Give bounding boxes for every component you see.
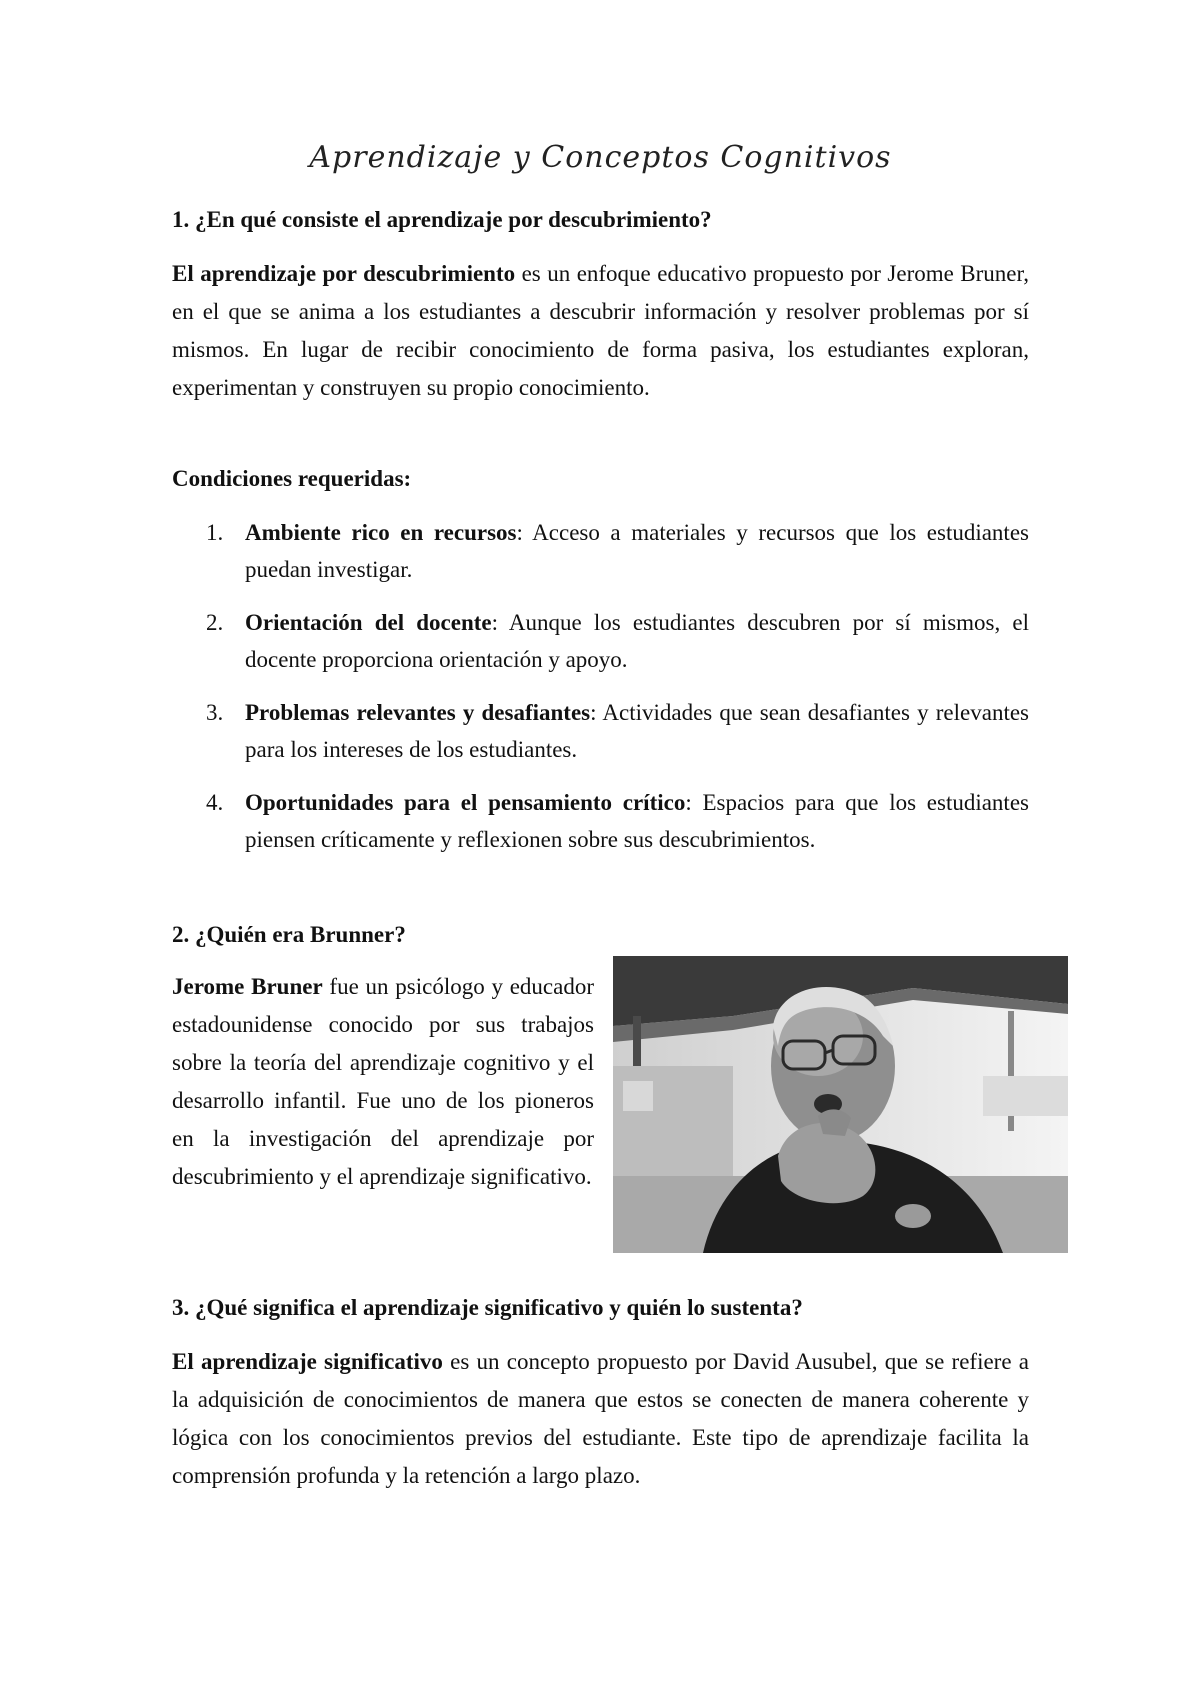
condition-text: : Acceso a materiales y recursos que los estudiantes puedan investigar. [245, 520, 1029, 582]
condition-item [206, 604, 1029, 678]
question-3-answer-text: es un concepto propuesto por David Ausubel, que se refiere a la adquisición de conocimientos de manera que estos se conecten de manera coherente y lógica con los conocimientos previos del estudiante. Este tipo de aprendizaje facilita la comprensión profunda y la retención a largo plazo. [172, 1349, 1029, 1488]
question-3-answer [172, 1343, 1029, 1495]
document-title: Aprendizaje y Conceptos Cognitivos [309, 140, 892, 175]
condition-number: 3. [206, 700, 224, 725]
condition-number: 4. [206, 790, 224, 815]
conditions-list [206, 514, 1029, 874]
condition-item [206, 694, 1029, 768]
bruner-portrait-photo [613, 956, 1068, 1253]
question-3-heading: 3. ¿Qué significa el aprendizaje significativo y quién lo sustenta? [172, 1295, 803, 1320]
condition-number: 1. [206, 520, 224, 545]
condition-text: : Actividades que sean desafiantes y relevantes para los intereses de los estudiantes. [245, 700, 1029, 762]
question-1-answer-text: es un enfoque educativo propuesto por Jerome Bruner, en el que se anima a los estudiantes a descubrir información y resolver problemas por sí mismos. En lugar de recibir conocimiento de forma pasiva, los estudiantes exploran, experimentan y construyen su propio conocimiento. [172, 261, 1029, 400]
question-2-answer-text: fue un psicólogo y educador estadounidense conocido por sus trabajos sobre la teoría del aprendizaje cognitivo y el desarrollo infantil. Fue uno de los pioneros en la investigación del aprendizaje por descubrimiento y el aprendizaje significativo. [172, 974, 595, 1189]
condition-title: Orientación del docente [245, 610, 492, 635]
condition-title: Ambiente rico en recursos [245, 520, 517, 545]
question-2-heading: 2. ¿Quién era Brunner? [172, 922, 406, 947]
question-1-answer [172, 255, 1029, 407]
condition-text: : Espacios para que los estudiantes piensen críticamente y reflexionen sobre sus descubrimientos. [245, 790, 1029, 852]
condition-item [206, 784, 1029, 858]
question-2-answer-bold: Jerome Bruner [172, 974, 323, 999]
question-2-answer [172, 968, 594, 1196]
condition-title: Oportunidades para el pensamiento crítico [245, 790, 686, 815]
condition-number: 2. [206, 610, 224, 635]
conditions-heading: Condiciones requeridas: [172, 466, 412, 491]
condition-text: : Aunque los estudiantes descubren por sí mismos, el docente proporciona orientación y apoyo. [245, 610, 1029, 672]
question-1-heading: 1. ¿En qué consiste el aprendizaje por descubrimiento? [172, 207, 712, 232]
question-1-answer-bold: El aprendizaje por descubrimiento [172, 261, 516, 286]
condition-item [206, 514, 1029, 588]
question-3-answer-bold: El aprendizaje significativo [172, 1349, 443, 1374]
condition-title: Problemas relevantes y desafiantes [245, 700, 591, 725]
portrait-illustration [613, 956, 1068, 1253]
